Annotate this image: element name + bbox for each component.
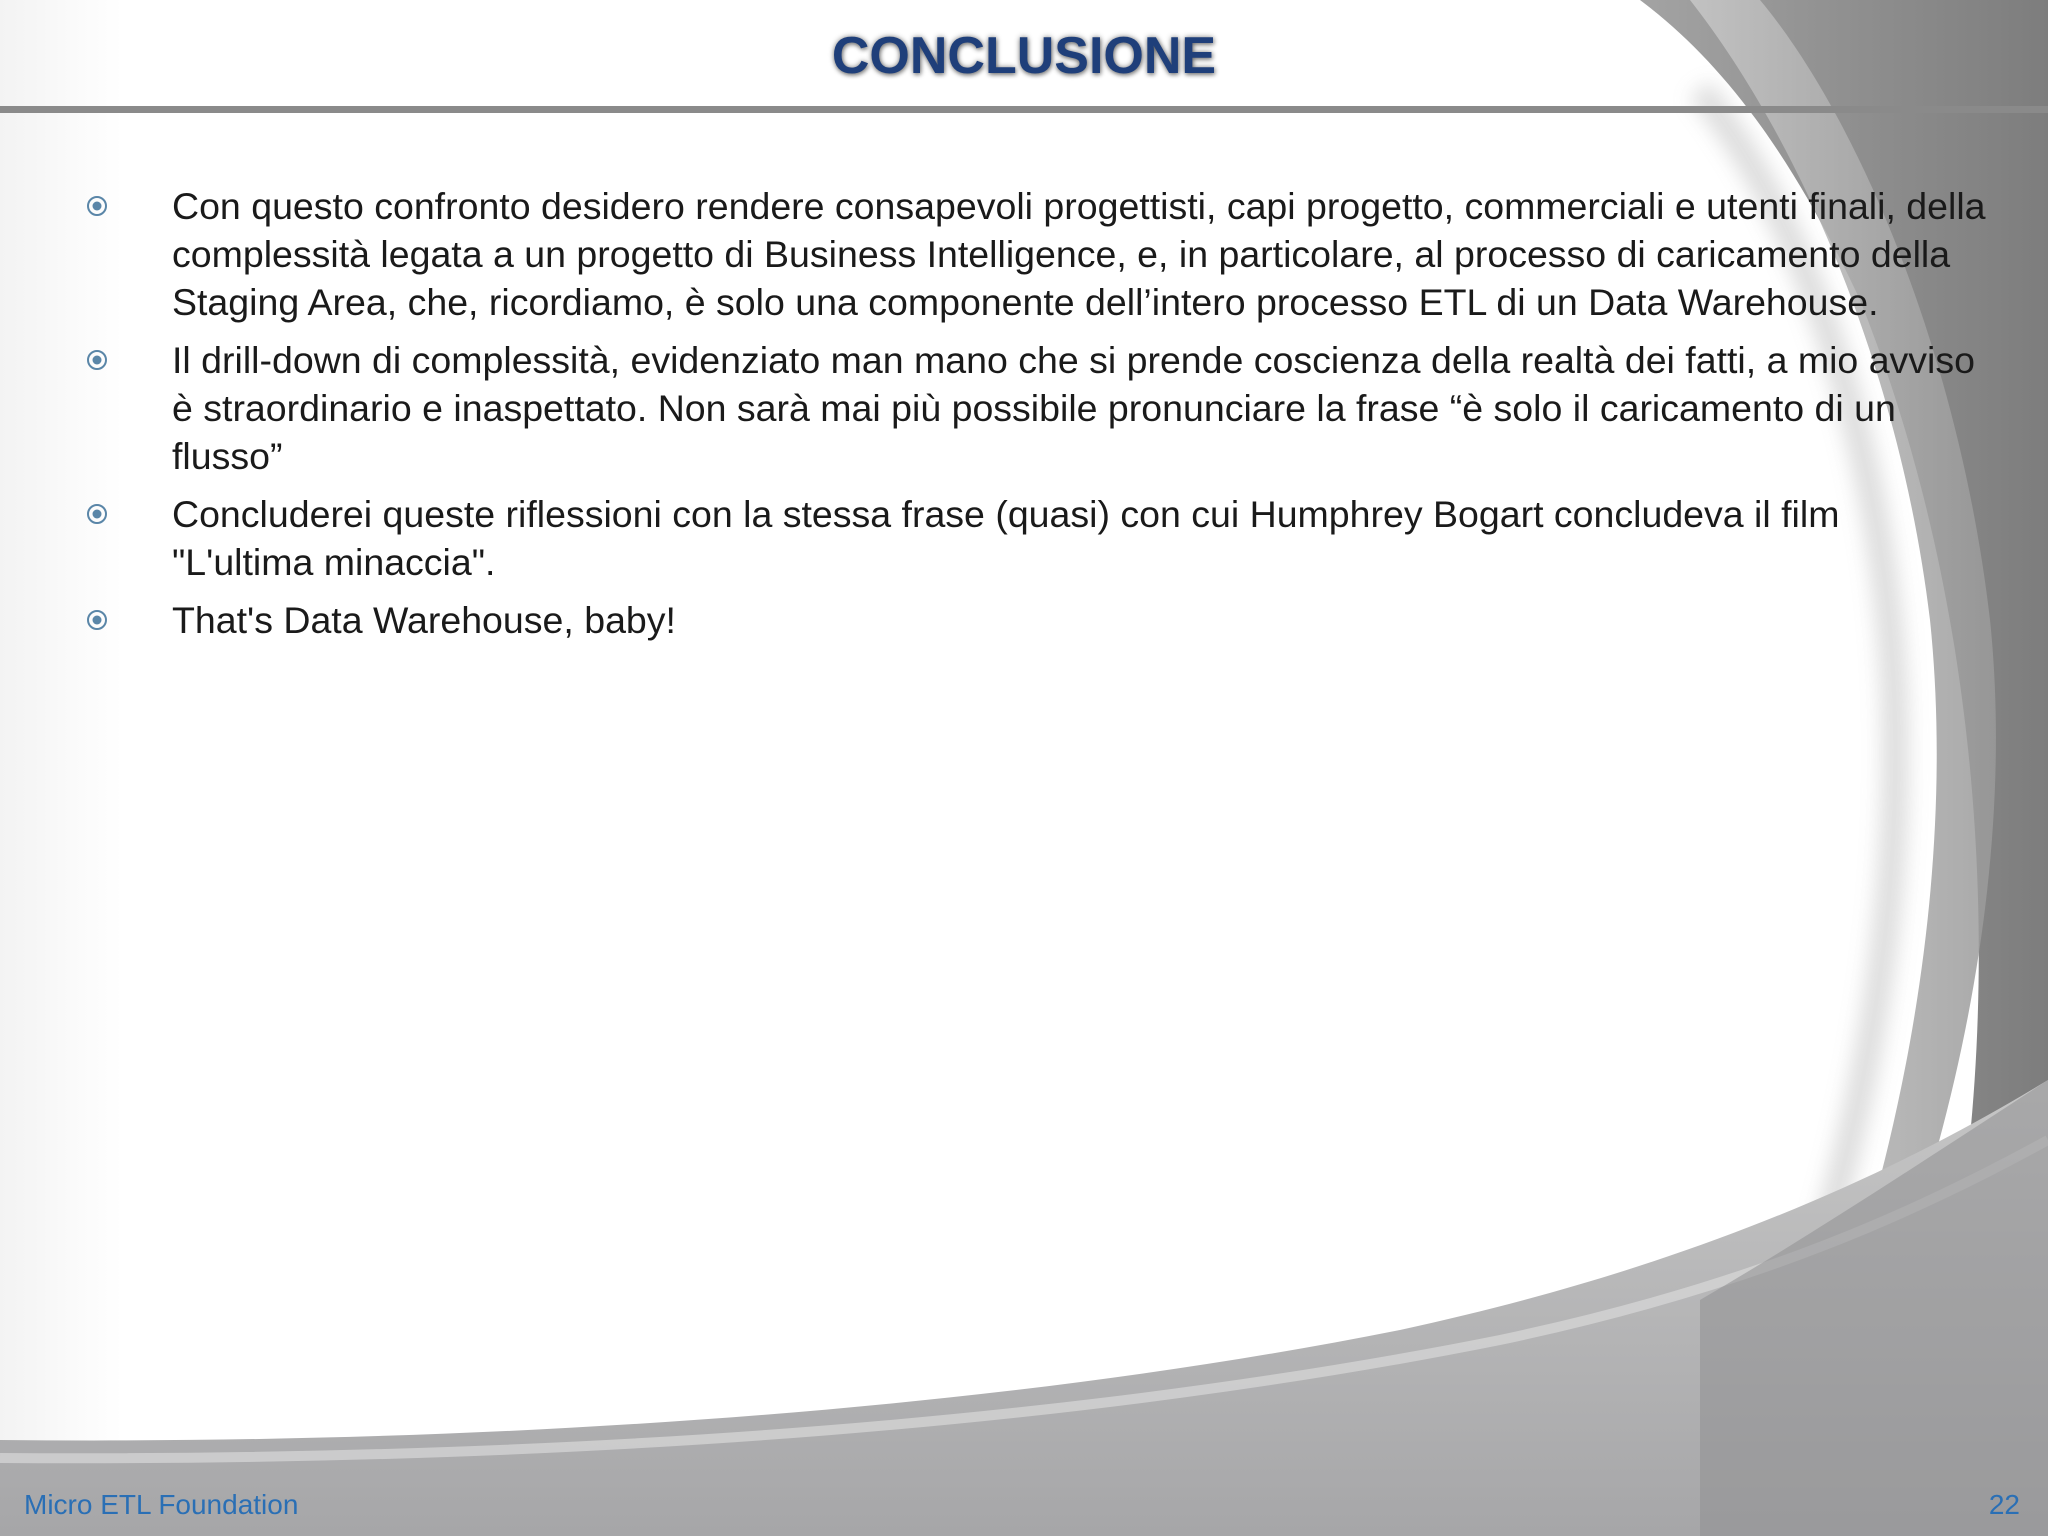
circle-bullet-icon (86, 349, 108, 371)
circle-bullet-icon (86, 503, 108, 525)
slide-title: CONCLUSIONE (831, 27, 1217, 85)
bullet-text: Il drill-down di complessità, evidenziato man mano che si prende coscienza della realtà dei fatti, a mio avviso è straordinario e inaspettato. Non sarà mai più possibile pronunciare la frase “è solo il caricamento di un flusso” (172, 339, 1975, 477)
bullet-item (0, 182, 2048, 326)
bullet-list (0, 182, 2048, 654)
circle-bullet-icon (86, 609, 108, 631)
bullet-text: Con questo confronto desidero rendere consapevoli progettisti, capi progetto, commerciali e utenti finali, della complessità legata a un progetto di Business Intelligence, e, in particolare, al processo di caricamento della Staging Area, che, ricordiamo, è solo una componente dell’intero processo ETL di un Data Warehouse. (172, 185, 1986, 323)
bullet-text: Concluderei queste riflessioni con la stessa frase (quasi) con cui Humphrey Bogart concludeva il film "L'ultima minaccia". (172, 493, 1840, 583)
page-number: 22 (1988, 1489, 2020, 1520)
bullet-text: That's Data Warehouse, baby! (172, 599, 676, 641)
title-divider (0, 106, 2048, 113)
bullet-item (0, 336, 2048, 480)
footer-organization: Micro ETL Foundation (24, 1489, 299, 1520)
bullet-item (0, 490, 2048, 586)
circle-bullet-icon (86, 195, 108, 217)
bullet-item (0, 596, 2048, 644)
